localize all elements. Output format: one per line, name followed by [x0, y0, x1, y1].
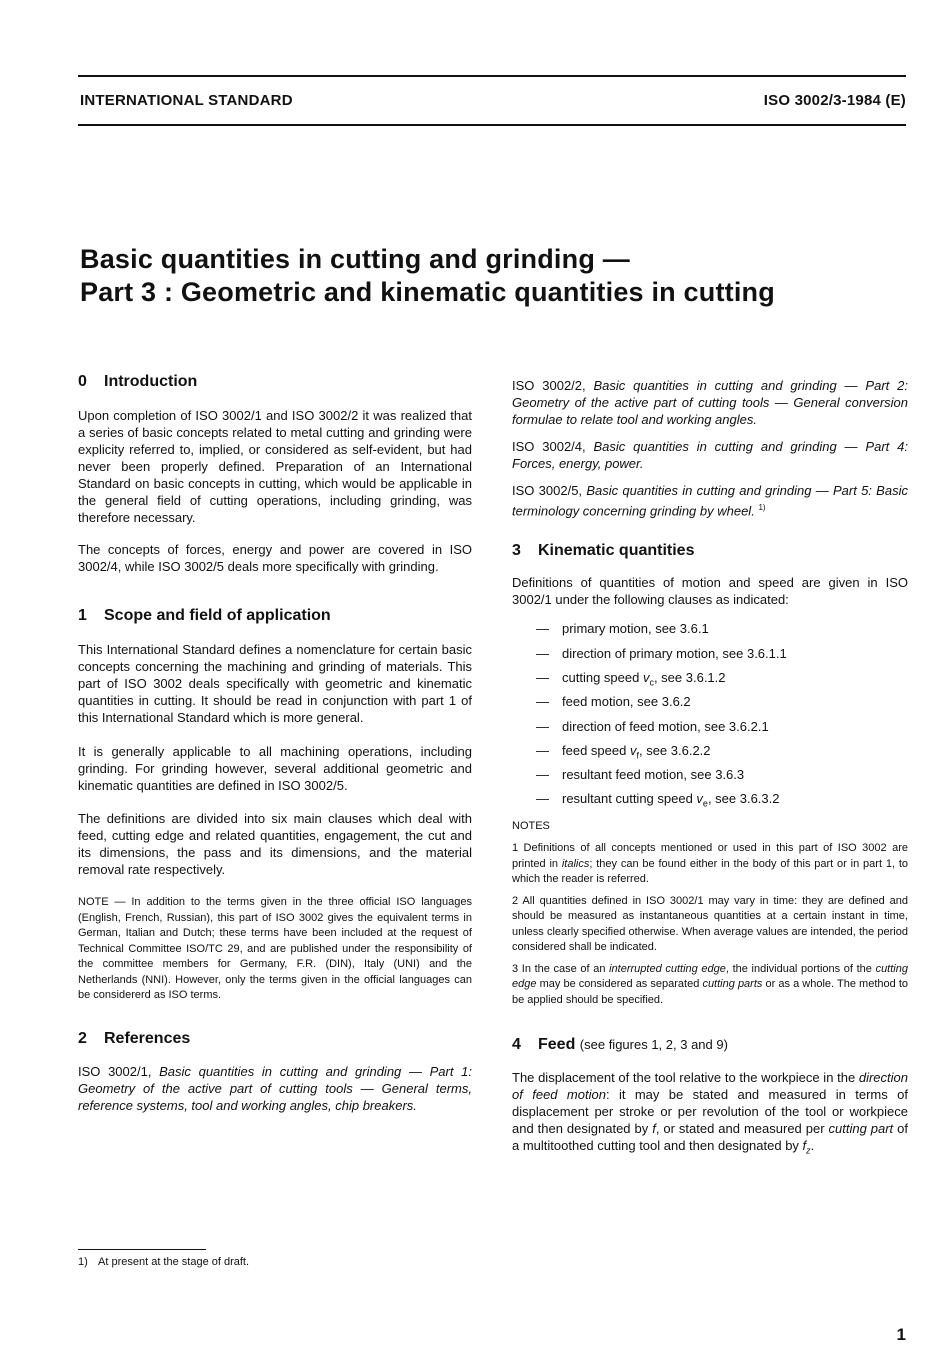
list-item: — direction of feed motion, see 3.6.2.1	[536, 718, 769, 734]
scope-note: NOTE — In addition to the terms given in the three official ISO languages (English, French, Russian), this part of ISO 3002 gives the equivalent terms in German, Italian and Dutch; these terms have been included at the request of Technical Committee ISO/TC 29, and are published under the responsibility of the committee members for Germany, F.R. (DIN), Italy (UNI) and the Netherlands (NNI). However, only the terms given in the official languages can be considererd as ISO terms.	[78, 896, 472, 1001]
scope-paragraph-2: It is generally applicable to all machining operations, including grinding. For grinding however, several additional geometric and kinematic quantities are defined in ISO 3002/5.	[78, 744, 472, 793]
list-item: — direction of primary motion, see 3.6.1.1	[536, 645, 787, 661]
section-3-heading: 3 Kinematic quantities	[512, 542, 695, 560]
page-number: 1	[896, 1325, 906, 1344]
kinematic-list	[512, 620, 908, 814]
section-2-heading: 2 References	[78, 1029, 191, 1047]
document-title	[80, 243, 920, 309]
list-item: — feed speed $v_f$, see 3.6.2.2	[536, 742, 711, 761]
header-right: ISO 3002/3-1984 (E)	[763, 92, 906, 109]
section-0-heading: 0 Introduction	[78, 373, 198, 390]
reference-item: ISO 3002/2, Basic quantities in cutting and grinding — Part 2: Geometry of the active part of cutting tools — General conversion formulae to relate tool and working angles.	[512, 378, 908, 427]
reference-item: ISO 3002/1, Basic quantities in cutting and grinding — Part 1: Geometry of the active part of cutting tools — General terms, reference systems, tool and working angles, chip breakers.	[78, 1063, 472, 1113]
reference-item: ISO 3002/5, Basic quantities in cutting and grinding — Part 5: Basic terminology concerning grinding by wheel. $^{1)}$	[512, 483, 908, 519]
section-4-heading: 4 Feed (see figures 1, 2, 3 and 9)	[512, 1036, 728, 1054]
intro-paragraph-1: Upon completion of ISO 3002/1 and ISO 3002/2 it was realized that a series of basic concepts related to metal cutting and grinding were explicity referred to, implied, or considered as self-evident, but had never been properly defined. Preparation of an International Standard on basic concepts in cutting, which would be applicable in the general field of cutting operations, including grinding, was therefore necessary.	[78, 408, 472, 525]
list-item: — cutting speed $v_c$, see 3.6.1.2	[536, 669, 726, 688]
left-column	[78, 372, 472, 1114]
list-item: — feed motion, see 3.6.2	[536, 694, 691, 710]
title-line-1: Basic quantities in cutting and grinding —	[80, 244, 630, 274]
note-2: 2 All quantities defined in ISO 3002/1 may vary in time: they are defined and should be measured as instantaneous quantities at a certain instant in time, unless clearly specified otherwise. When average values are intended, the period considered shall be indicated.	[512, 894, 908, 954]
list-item: — resultant cutting speed $v_e$, see 3.6.3.2	[536, 791, 780, 809]
section-1-heading: 1 Scope and field of application	[78, 607, 331, 624]
footnote-rule	[78, 1249, 206, 1250]
list-item: — primary motion, see 3.6.1	[536, 621, 709, 637]
note-3: 3 In the case of an interrupted cutting edge, the individual portions of the cutting edge may be considered as separated cutting parts or as a whole. The method to be applied should be specified.	[512, 962, 909, 1006]
scope-paragraph-1: This International Standard defines a nomenclature for certain basic concepts concerning the machining and grinding of materials. This part of ISO 3002 deals specifically with geometric and kinematic quantities in cutting. It should be read in conjunction with part 1 of this International Standard which is more general.	[78, 642, 472, 725]
header-top-rule	[78, 75, 906, 77]
kinematic-paragraph: Definitions of quantities of motion and speed are given in ISO 3002/1 under the following clauses as indicated:	[512, 575, 908, 608]
header-left: INTERNATIONAL STANDARD	[80, 92, 293, 109]
notes-heading: NOTES	[512, 819, 550, 832]
header-bottom-rule	[78, 124, 906, 126]
intro-paragraph-2: The concepts of forces, energy and power are covered in ISO 3002/4, while ISO 3002/5 deals more specifically with grinding.	[78, 542, 472, 574]
note-1: 1 Definitions of all concepts mentioned or used in this part of ISO 3002 are printed in italics; they can be found either in the body of this part or in part 1, to which the reader is referred.	[512, 842, 908, 886]
feed-paragraph: The displacement of the tool relative to the workpiece in the direction of feed motion: it may be stated and measured in terms of displacement per stroke or per revolution of the tool or workpiece and then designated by f, or stated and measured per cutting part of a multitoothed cutting tool and then designated by $f_z$.	[512, 1070, 908, 1156]
list-item: — resultant feed motion, see 3.6.3	[536, 767, 745, 783]
footnote: 1) At present at the stage of draft.	[78, 1256, 250, 1268]
scope-paragraph-3: The definitions are divided into six main clauses which deal with feed, cutting edge and related quantities, engagement, the cut and its dimensions, the pass and its dimensions, and the material removal rate respectively.	[78, 811, 472, 877]
footnote-ref: 1)	[758, 503, 766, 512]
right-column	[512, 372, 908, 1160]
reference-item: ISO 3002/4, Basic quantities in cutting and grinding — Part 4: Forces, energy, power.	[512, 439, 908, 471]
title-line-2: Part 3 : Geometric and kinematic quantities in cutting	[80, 277, 775, 307]
